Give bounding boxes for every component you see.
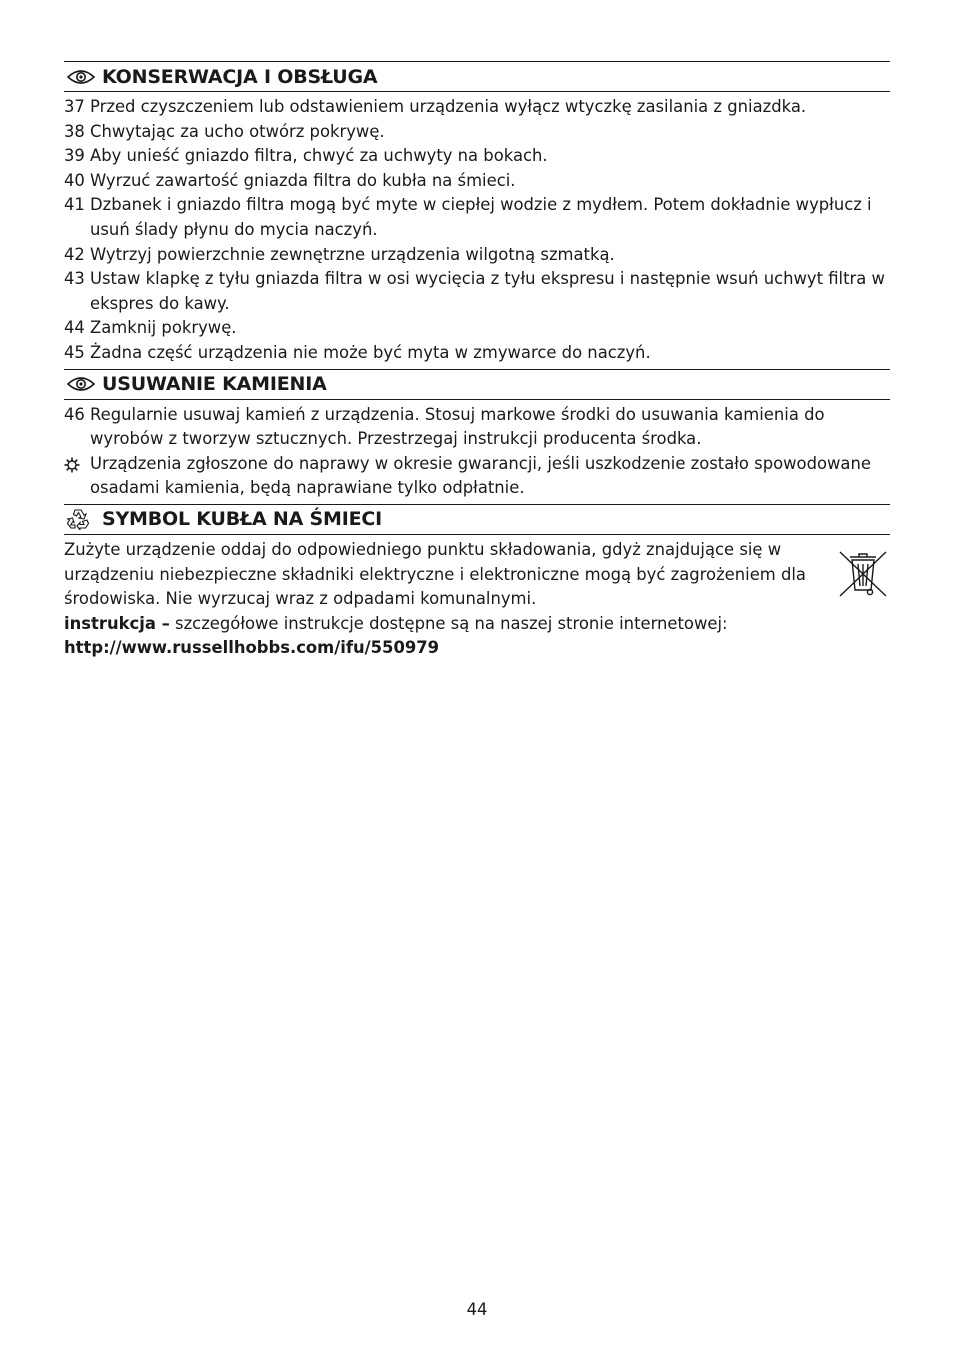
list-item [64, 243, 890, 268]
eye-icon [66, 373, 96, 395]
section-header-bin-symbol [64, 504, 890, 535]
item-text: Przed czyszczeniem lub odstawieniem urządzenia wyłącz wtyczkę zasilania z gniazdka. [90, 97, 807, 116]
disposal-paragraph: Zużyte urządzenie oddaj do odpowiedniego punktu składowania, gdyż znajdujące się w urządzeniu niebezpieczne składniki elektryczne i elektroniczne mogą być zagrożeniem dla środowiska. Nie wyrzucaj wraz z odpadami komunalnymi. [64, 539, 806, 609]
list-item [64, 144, 890, 169]
starburst-icon [64, 452, 90, 501]
item-number: 45 [64, 342, 85, 362]
list-item [64, 120, 890, 145]
warning-text: Urządzenia zgłoszone do naprawy w okresie gwarancji, jeśli uszkodzenie zostało spowodowane osadami kamienia, będą naprawiane tylko odpłatnie. [90, 453, 871, 498]
descaling-list [64, 403, 890, 501]
instructions-line [64, 612, 890, 637]
item-text: Żadna część urządzenia nie może być myta w zmywarce do naczyń. [90, 342, 651, 362]
crossed-wheelie-bin-icon [836, 546, 890, 600]
section-header-descaling [64, 369, 890, 400]
item-text: Wytrzyj powierzchnie zewnętrzne urządzenia wilgotną szmatką. [90, 244, 615, 264]
item-number: 41 [64, 195, 85, 215]
list-item [64, 403, 890, 452]
list-item [64, 341, 890, 366]
item-number: 37 [64, 97, 85, 116]
document-content [64, 61, 890, 661]
page-number: 44 [466, 1300, 488, 1319]
instructions-text: szczegółowe instrukcje dostępne są na naszej stronie internetowej: [169, 613, 728, 633]
section-header-maintenance [64, 61, 890, 92]
disposal-block [64, 538, 890, 661]
list-item [64, 193, 890, 242]
item-number: 46 [64, 404, 85, 424]
item-text: Ustaw klapkę z tyłu gniazda filtra w osi wycięcia z tyłu ekspresu i następnie wsuń uchwyt filtra w ekspres do kawy. [90, 269, 885, 313]
item-number: 39 [64, 146, 85, 166]
list-item [64, 95, 890, 120]
list-item [64, 169, 890, 194]
instructions-url[interactable]: http://www.russellhobbs.com/ifu/550979 [64, 638, 440, 658]
maintenance-list [64, 95, 890, 366]
list-item [64, 316, 890, 341]
item-number: 44 [64, 318, 85, 338]
item-text: Regularnie usuwaj kamień z urządzenia. Stosuj markowe środki do usuwania kamienia do wyrobów z tworzyw sztucznych. Przestrzegaj instrukcji producenta środka. [90, 404, 825, 449]
section-title: KONSERWACJA I OBSŁUGA [102, 65, 378, 88]
recycle-icon [66, 508, 96, 530]
item-number: 38 [64, 121, 85, 141]
instructions-label: instrukcja – [64, 613, 170, 633]
item-number: 43 [64, 269, 85, 289]
section-title: USUWANIE KAMIENIA [102, 373, 327, 396]
item-text: Wyrzuć zawartość gniazda filtra do kubła na śmieci. [90, 170, 516, 190]
section-title: SYMBOL KUBŁA NA ŚMIECI [102, 508, 382, 531]
eye-icon [66, 66, 96, 88]
item-number: 42 [64, 244, 85, 264]
item-text: Zamknij pokrywę. [90, 318, 237, 338]
item-text: Chwytając za ucho otwórz pokrywę. [90, 121, 385, 141]
warning-item [64, 452, 890, 501]
item-text: Aby unieść gniazdo filtra, chwyć za uchwyty na bokach. [90, 146, 548, 166]
item-number: 40 [64, 170, 85, 190]
list-item [64, 267, 890, 316]
item-text: Dzbanek i gniazdo filtra mogą być myte w ciepłej wodzie z mydłem. Potem dokładnie wypłucz i usuń ślady płynu do mycia naczyń. [90, 195, 872, 239]
